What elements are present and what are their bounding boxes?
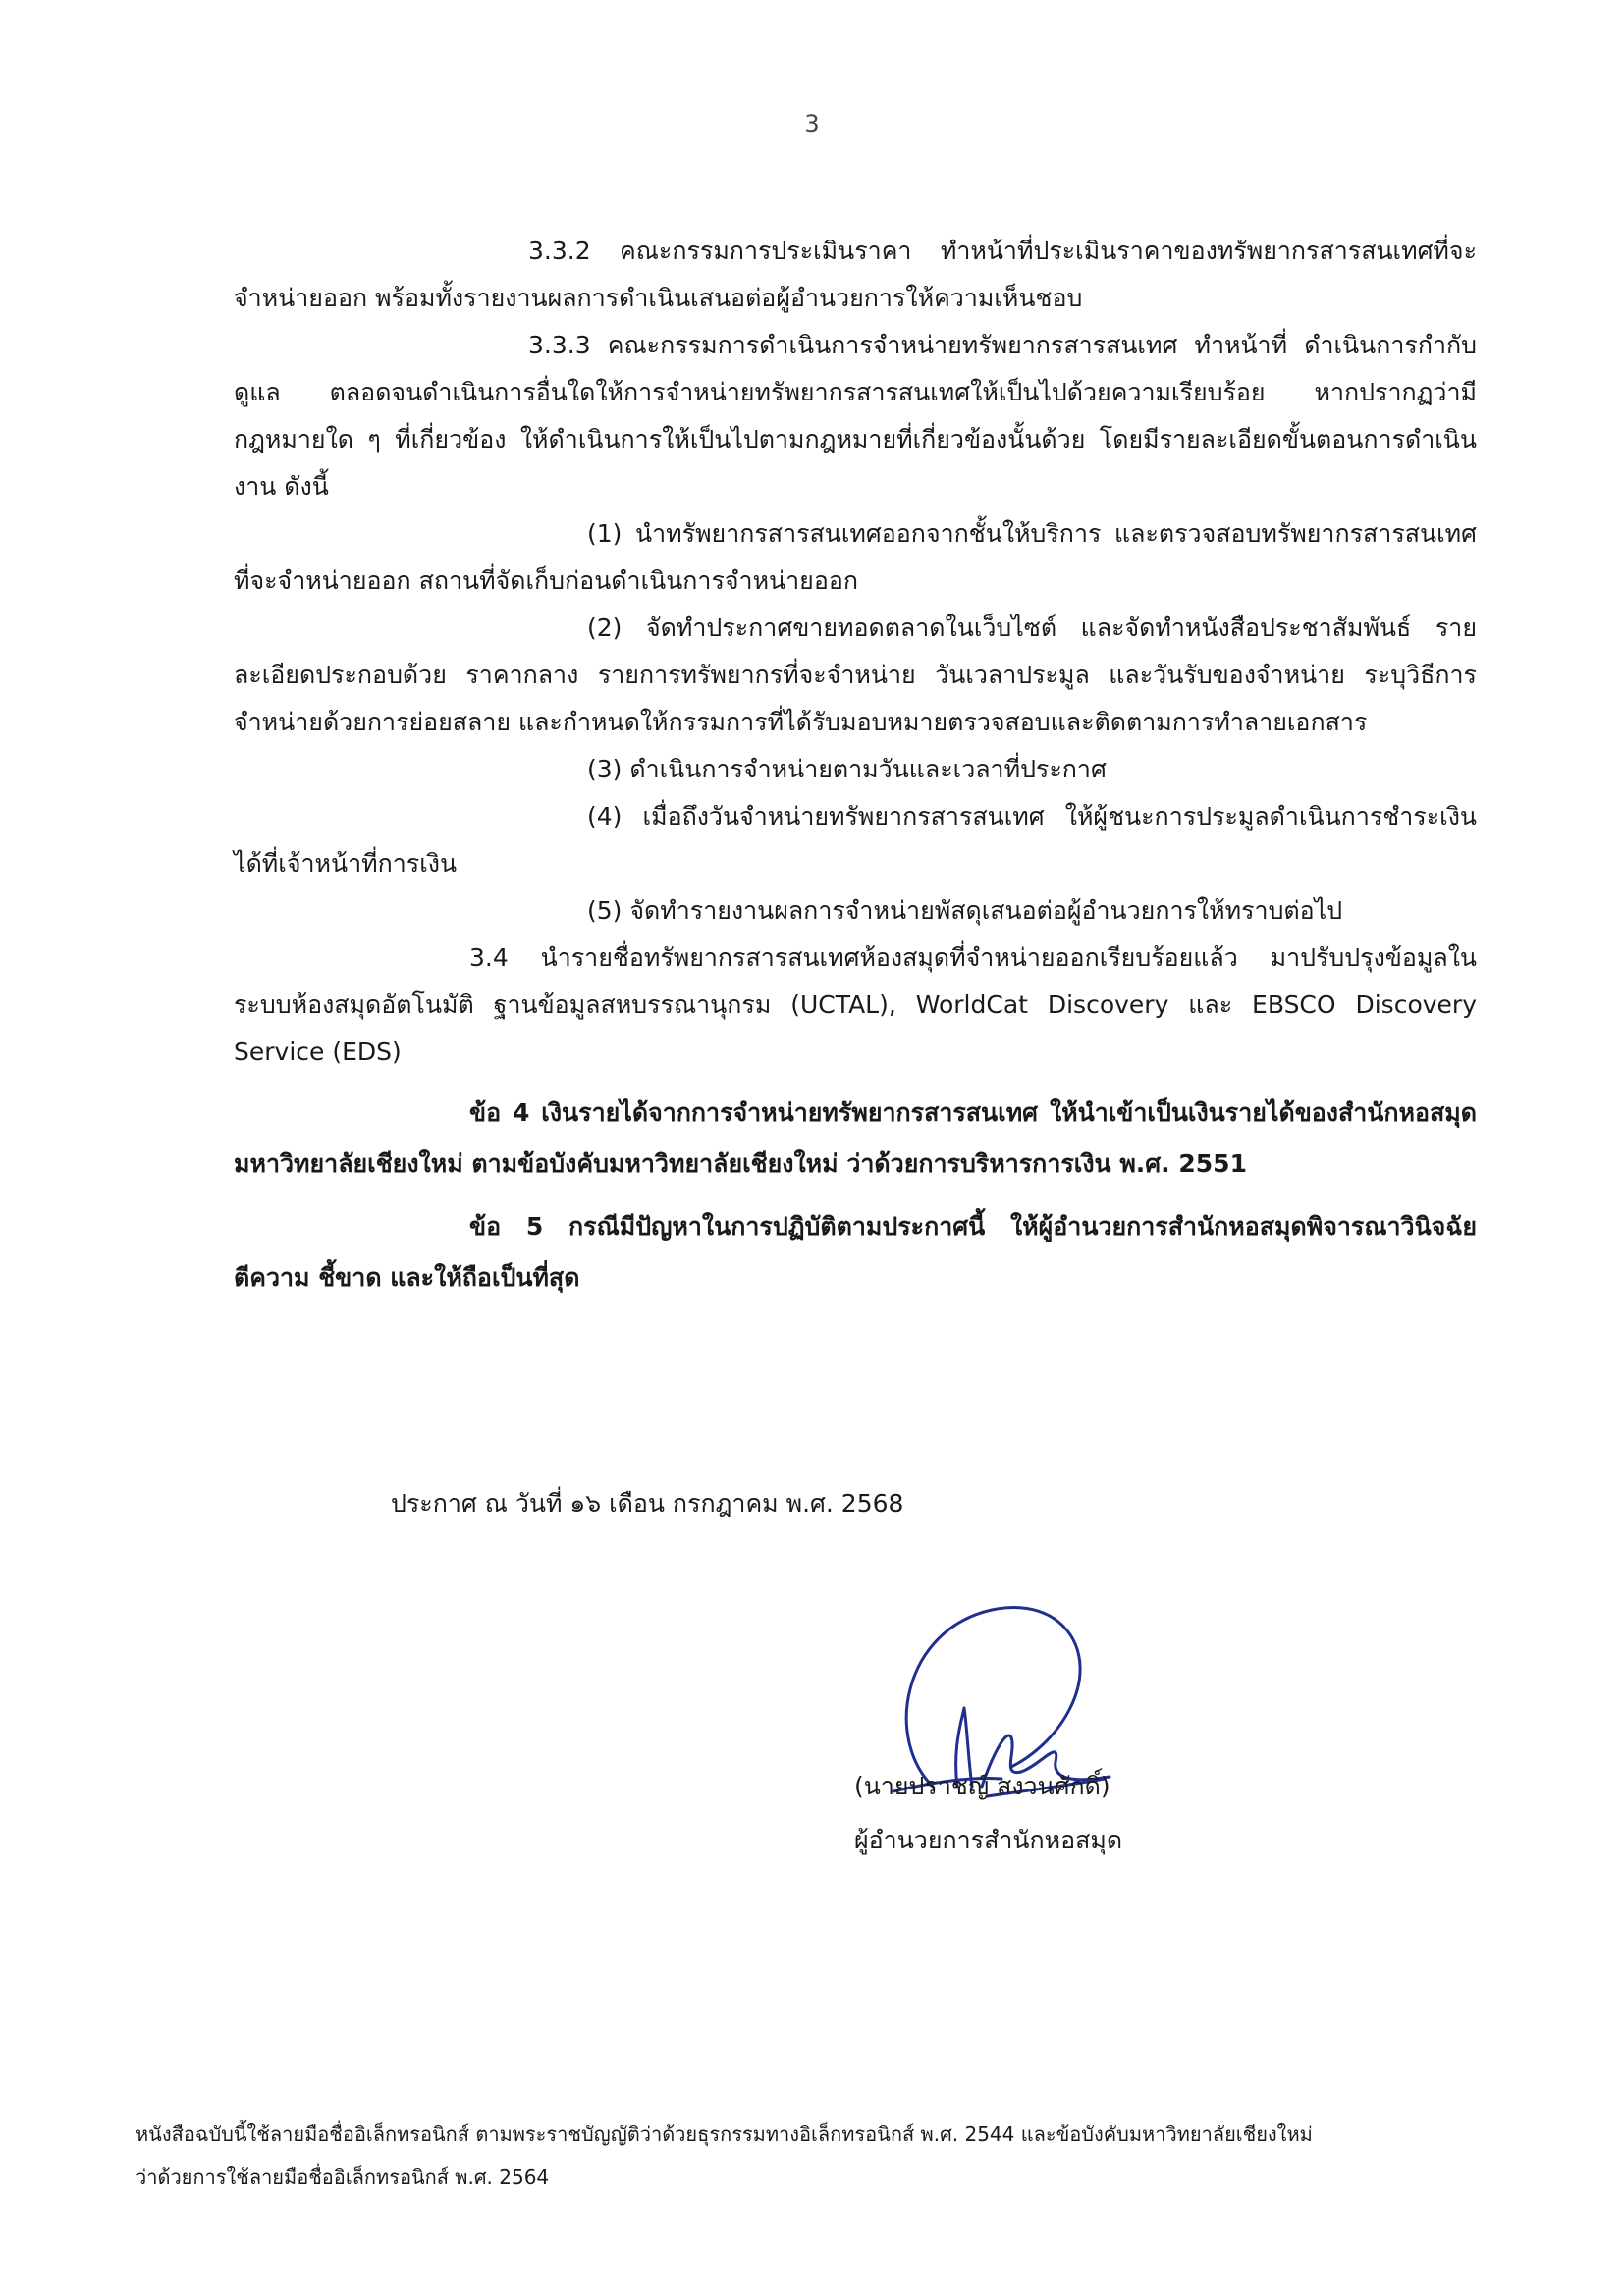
clause-5: ข้อ 5 กรณีมีปัญหาในการปฏิบัติตามประกาศนี้ ให้ผู้อำนวยการสำนักหอสมุดพิจารณาวินิจฉัย ตีความ ชี้ขาด และให้ถือเป็นที่สุด	[234, 1212, 1477, 1292]
footer-line-2: ว่าด้วยการใช้ลายมือชื่ออิเล็กทรอนิกส์ พ.ศ. 2564	[135, 2165, 550, 2189]
signer-name: (นายปราชญ์ สงวนศักดิ์)	[854, 1772, 1110, 1800]
signer-title: ผู้อำนวยการสำนักหอสมุด	[854, 1826, 1123, 1854]
announcement-date: ประกาศ ณ วันที่ ๑๖ เดือน กรกฎาคม พ.ศ. 2568	[391, 1489, 904, 1518]
document-body	[234, 228, 1477, 1304]
step-2: (2) จัดทำประกาศขายทอดตลาดในเว็บไซต์ และจัดทำหนังสือประชาสัมพันธ์ รายละเอียดประกอบด้วย ราคากลาง รายการทรัพยากรที่จะจำหน่าย วันเวลาประมูล และวันรับของจำหน่าย ระบุวิธีการจำหน่ายด้วยการย่อยสลาย และกำหนดให้กรรมการที่ได้รับมอบหมายตรวจสอบและติดตามการทำลายเอกสาร	[234, 614, 1477, 736]
paragraph-3-3-2: 3.3.2 คณะกรรมการประเมินราคา ทำหน้าที่ประเมินราคาของทรัพยากรสารสนเทศที่จะจำหน่ายออก พร้อมทั้งรายงานผลการดำเนินเสนอต่อผู้อำนวยการให้ความเห็นชอบ	[234, 237, 1477, 312]
step-3: (3) ดำเนินการจำหน่ายตามวันและเวลาที่ประกาศ	[587, 755, 1107, 783]
paragraph-3-3-3: 3.3.3 คณะกรรมการดำเนินการจำหน่ายทรัพยากรสารสนเทศ ทำหน้าที่ ดำเนินการกำกับดูแล ตลอดจนดำเนินการอื่นใดให้การจำหน่ายทรัพยากรสารสนเทศให้เป็นไปด้วยความเรียบร้อย หากปรากฏว่ามีกฎหมายใด ๆ ที่เกี่ยวข้อง ให้ดำเนินการให้เป็นไปตามกฎหมายที่เกี่ยวข้องนั้นด้วย โดยมีรายละเอียดขั้นตอนการดำเนินงาน ดังนี้	[234, 331, 1477, 501]
step-4: (4) เมื่อถึงวันจำหน่ายทรัพยากรสารสนเทศ ให้ผู้ชนะการประมูลดำเนินการชำระเงินได้ที่เจ้าหน้าที่การเงิน	[234, 802, 1477, 878]
footer-note	[135, 2112, 1530, 2199]
footer-line-1: หนังสือฉบับนี้ใช้ลายมือชื่ออิเล็กทรอนิกส์ ตามพระราชบัญญัติว่าด้วยธุรกรรมทางอิเล็กทรอนิกส์ พ.ศ. 2544 และข้อบังคับมหาวิทยาลัยเชียงใหม่	[135, 2122, 1313, 2146]
step-5: (5) จัดทำรายงานผลการจำหน่ายพัสดุเสนอต่อผู้อำนวยการให้ทราบต่อไป	[587, 896, 1343, 925]
clause-4: ข้อ 4 เงินรายได้จากการจำหน่ายทรัพยากรสารสนเทศ ให้นำเข้าเป็นเงินรายได้ของสำนักหอสมุด มหาวิทยาลัยเชียงใหม่ ตามข้อบังคับมหาวิทยาลัยเชียงใหม่ ว่าด้วยการบริหารการเงิน พ.ศ. 2551	[234, 1098, 1477, 1178]
paragraph-3-4: 3.4 นำรายชื่อทรัพยากรสารสนเทศห้องสมุดที่จำหน่ายออกเรียบร้อยแล้ว มาปรับปรุงข้อมูลในระบบห้องสมุดอัตโนมัติ ฐานข้อมูลสหบรรณานุกรม (UCTAL), WorldCat Discovery และ EBSCO Discovery Service (EDS)	[234, 943, 1477, 1066]
step-1: (1) นำทรัพยากรสารสนเทศออกจากชั้นให้บริการ และตรวจสอบทรัพยากรสารสนเทศที่จะจำหน่ายออก สถานที่จัดเก็บก่อนดำเนินการจำหน่ายออก	[234, 519, 1477, 595]
page-number: 3	[804, 110, 820, 137]
